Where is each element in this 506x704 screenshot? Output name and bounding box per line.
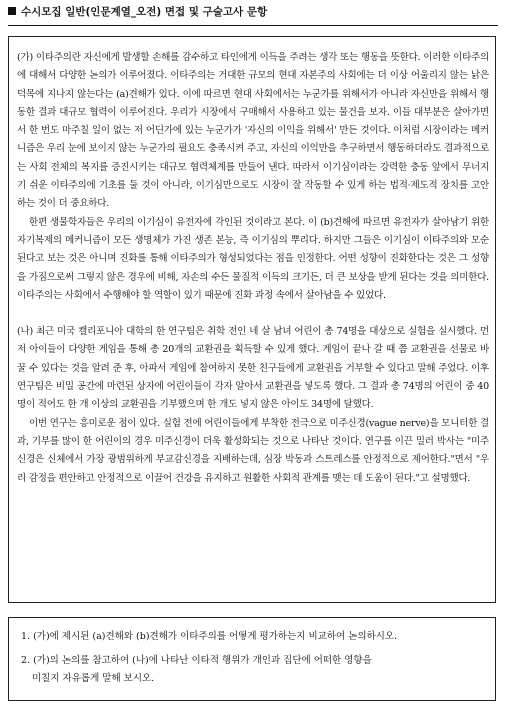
questions-box bbox=[8, 617, 496, 701]
passage-ga-paragraph-1: (가) 이타주의란 자신에게 발생할 손해를 감수하고 타인에게 이득을 주려는 생각 또는 행동을 뜻한다. 이러한 이타주의에 대해서 다양한 논의가 이루어졌다. 이타주의는 거대한 규모의 현대 자본주의 사회에는 더 이상 어울리지 않는 낡은 덕목에 지나지 않는다는 (a)견해가 있다. 이에 따르면 현대 사회에서는 누군가를 위해서가 아니라 자신만을 위해서 행동한 결과 대규모 협력이 이루어진다. 우리가 시장에서 구매해서 사용하고 있는 물건을 보자. 이들 대부분은 살아가면서 한 번도 마주칠 일이 없는 저 어딘가에 있는 누군가가 '자신의 이익을 위해서' 만든 것이다. 이처럼 시장이라는 메커니즘은 우리 눈에 보이지 않는 누군가의 필요도 충족시켜 주고, 자신의 이익만을 추구하면서 행동하더라도 결과적으로는 사회 전체의 복지를 증진시키는 대규모 협력체계를 만들어 낸다. 따라서 이기심이라는 강력한 충동 앞에서 무너지기 쉬운 이타주의에 기초를 둘 것이 아니라, 이기심만으로도 시장이 잘 작동할 수 있게 하는 법적·제도적 장치를 고안하는 것이 더 중요하다. bbox=[17, 52, 489, 210]
exam-header bbox=[8, 4, 498, 20]
header-rule bbox=[8, 25, 498, 26]
question-2 bbox=[21, 652, 489, 688]
paragraph-gap bbox=[17, 305, 489, 323]
passage-box bbox=[8, 36, 496, 603]
passage-ga-paragraph-2: 한편 생물학자들은 우리의 이기심이 유전자에 각인된 것이라고 본다. 이 (b)견해에 따르면 유전자가 살아남기 위한 자기복제의 메커니즘이 모든 생명체가 가진 생존 본능, 즉 이기심의 뿌리다. 하지만 그들은 이기심이 이타주의와 모순된다고 보는 것은 아니며 진화를 통해 이타주의가 형성되었다는 점을 인정한다. 어떤 성향이 진화한다는 것은 그 성향을 가짐으로써 그렇지 않은 경우에 비해, 자손의 수든 물질적 이득의 크기든, 더 큰 보상을 받게 된다는 것을 의미한다. 이타주의는 사회에서 수행해야 할 역할이 있기 때문에 진화 과정 속에서 살아남을 수 있었다. bbox=[17, 216, 489, 301]
question-2-line-2: 미칠지 자유롭게 말해 보시오. bbox=[32, 673, 155, 684]
passage-na-paragraph-1: (나) 최근 미국 캘리포니아 대학의 한 연구팀은 취학 전인 네 살 남녀 어린이 총 74명을 대상으로 실험을 실시했다. 먼저 아이들이 다양한 게임을 통해 총 20개의 교환권을 획득할 수 있게 했다. 게임이 끝나 갈 때 쯤 교환권을 선물로 바꿀 수 있다는 것을 알려 준 후, 아파서 게임에 참여하지 못한 친구들에게 교환권을 거부할 수 있다고 말해 주었다. 이후 연구팀은 비밀 공간에 마련된 상자에 어린이들이 각자 알아서 교환권을 넣도록 했다. 그 결과 총 74명의 어린이 중 40명이 적어도 한 개 이상의 교환권을 기부했으며 한 개도 넣지 않은 아이도 34명에 달했다. bbox=[17, 326, 489, 411]
square-bullet-icon bbox=[8, 7, 16, 15]
question-2-line-1: 2. (가)의 논의를 참고하여 (나)에 나타난 이타적 행위가 개인과 집단에 어떠한 영향을 bbox=[21, 655, 372, 666]
passage-na-paragraph-2: 이번 연구는 흥미로운 점이 있다. 실험 전에 어린이들에게 부착한 전극으로 미주신경(vague nerve)을 모니터한 결과, 기부를 많이 한 어린이의 경우 미주신경이 더욱 활성화되는 것으로 나타난 것이다. 연구를 이끈 밀러 박사는 "미주신경은 신체에서 가장 광범위하게 부교감신경을 지배하는데, 심장 박동과 스트레스를 안정적으로 제어한다."면서 "우리 감정을 편안하고 안정적으로 이끌어 건강을 유지하고 원활한 사회적 관계를 맺는 데 도움이 된다."고 설명했다. bbox=[17, 417, 489, 484]
exam-title: 수시모집 일반(인문계열_오전) 면접 및 구술고사 문항 bbox=[21, 6, 268, 18]
question-1: 1. (가)에 제시된 (a)견해와 (b)견해가 이타주의를 어떻게 평가하는지 비교하여 논의하시오. bbox=[21, 631, 398, 642]
